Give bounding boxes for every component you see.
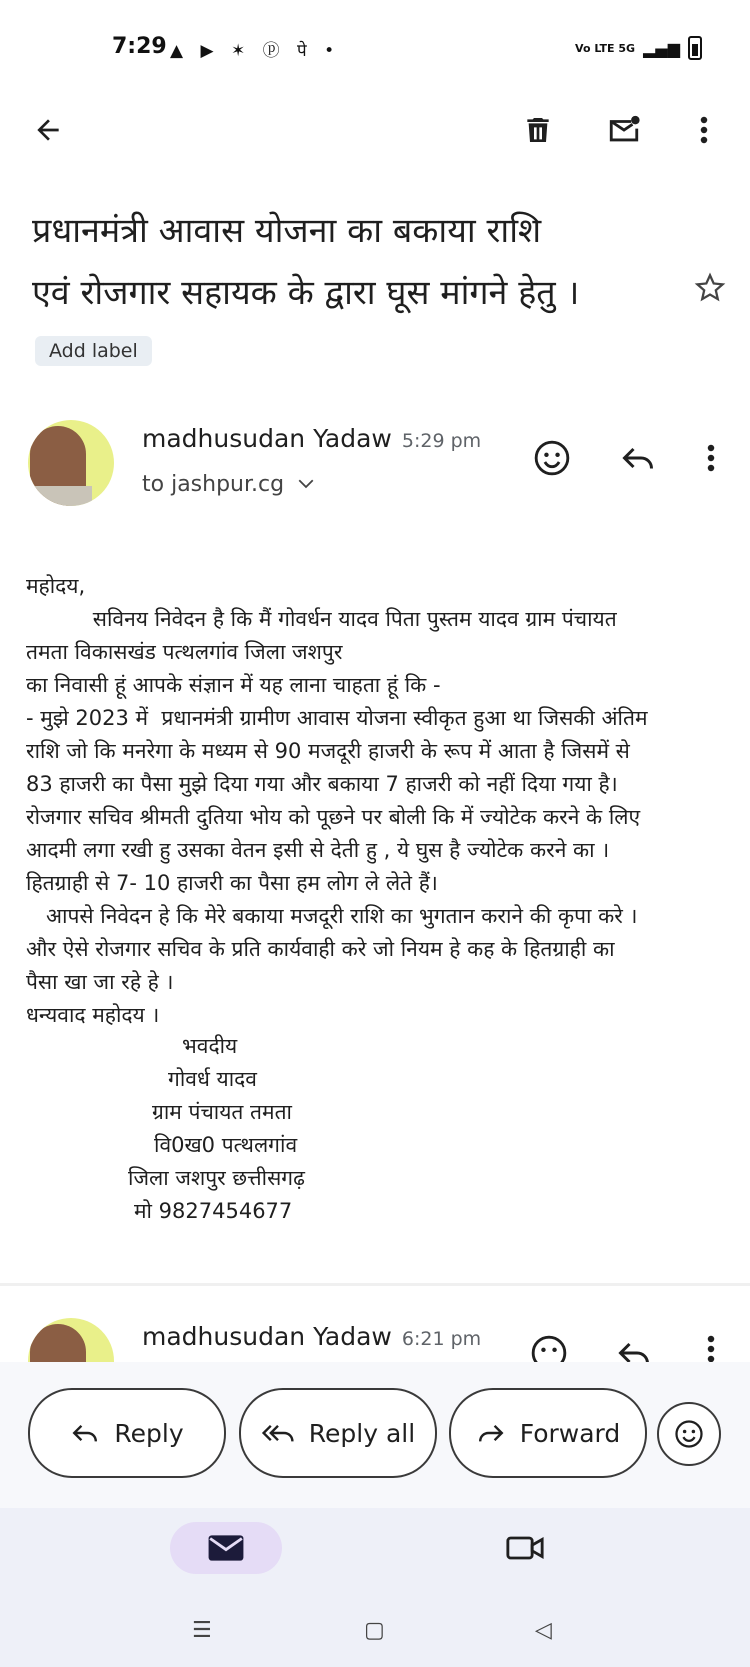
reply-icon <box>616 1338 652 1362</box>
forward-icon <box>476 1421 506 1445</box>
recipient-line[interactable] <box>142 472 315 497</box>
sender-avatar <box>28 420 114 506</box>
smile-icon <box>530 1334 568 1362</box>
signature-line: वि0ख0 पत्थलगांव <box>154 1133 298 1157</box>
email-subject <box>32 200 682 324</box>
body-line: धन्यवाद महोदय । <box>26 1003 160 1027</box>
body-line: रोजगार सचिव श्रीमती दुतिया भोय को पूछने पर बोली कि में ज्योटेक करने के लिए <box>26 805 641 829</box>
body-line: पैसा खा जा रहे हे । <box>26 970 174 994</box>
delete-button[interactable] <box>518 110 558 150</box>
sender-name-row <box>142 424 481 453</box>
mail-unread-icon <box>605 113 643 147</box>
sender-time: 5:29 pm <box>401 430 482 452</box>
subject-line-1: प्रधानमंत्री आवास योजना का बकाया राशि <box>32 211 542 251</box>
back-button[interactable] <box>28 110 68 150</box>
body-line: राशि जो कि मनरेगा के मध्यम से 90 मजदूरी हाजरी के रूप में आता है जिसमें से <box>26 739 630 763</box>
nav-meet-tab[interactable] <box>500 1528 550 1568</box>
recent-apps-button[interactable]: ☰ <box>192 1618 212 1643</box>
add-label-button[interactable]: Add label <box>35 336 152 366</box>
network-indicator: Vo LTE 5G <box>575 41 636 55</box>
status-notification-icons: ▲ ▶ ✶ ⓟ पे • <box>170 41 341 61</box>
second-message-header[interactable] <box>142 1322 481 1351</box>
star-button[interactable] <box>690 268 730 308</box>
trash-icon <box>522 114 554 146</box>
bottom-navigation <box>0 1508 750 1667</box>
video-camera-icon <box>505 1533 545 1563</box>
emoji-react-button[interactable] <box>657 1402 721 1466</box>
arrow-left-icon <box>32 114 64 146</box>
mark-unread-button[interactable] <box>602 110 646 150</box>
second-sender-avatar <box>28 1318 114 1362</box>
forward-label: Forward <box>519 1418 621 1448</box>
smile-icon <box>674 1419 704 1449</box>
body-line: आदमी लगा रखी हु उसका वेतन इसी से देती हु , ये घुस है ज्योटेक करने का । <box>26 838 610 862</box>
second-message-icons <box>530 1328 730 1362</box>
reply-all-icon <box>261 1421 295 1445</box>
signature-line: भवदीय <box>182 1034 238 1058</box>
message-more-button[interactable] <box>696 438 726 478</box>
body-line: आपसे निवेदन हे कि मेरे बकाया मजदूरी राशि का भुगतान कराने की कृपा करे । <box>26 904 638 928</box>
reply-icon <box>70 1421 100 1445</box>
body-line: हितग्राही से 7- 10 हाजरी का पैसा हम लोग ले लेते हैं। <box>26 871 438 895</box>
signature-line: गोवर्ध यादव <box>168 1067 257 1091</box>
react-emoji-button[interactable] <box>530 436 574 480</box>
more-vert-icon <box>706 1334 716 1362</box>
second-sender-time: 6:21 pm <box>401 1328 482 1350</box>
reply-all-button[interactable] <box>239 1388 437 1478</box>
battery-icon <box>688 36 702 60</box>
reply-all-label: Reply all <box>308 1418 416 1448</box>
body-line: सविनय निवेदन है कि मैं गोवर्धन यादव पिता पुस्तम यादव ग्राम पंचायत <box>26 607 617 631</box>
signature-line: ग्राम पंचायत तमता <box>152 1100 292 1124</box>
smile-icon <box>533 439 571 477</box>
signal-icon: ▂▄▆ <box>643 38 680 58</box>
sender-name: madhusudan Yadaw <box>142 424 392 453</box>
system-back-button[interactable]: ◁ <box>535 1618 552 1643</box>
status-time: 7:29 <box>112 34 167 59</box>
body-line: तमता विकासखंड पत्थलगांव जिला जशपुर <box>26 640 343 664</box>
signature-line: मो 9827454677 <box>134 1199 293 1223</box>
body-line: और ऐसे रोजगार सचिव के प्रति कार्यवाही करे जो नियम हे कह के हितग्राही का <box>26 937 615 961</box>
forward-button[interactable] <box>449 1388 647 1478</box>
status-right-area <box>575 36 702 60</box>
message-divider <box>0 1283 750 1286</box>
reply-icon-button[interactable] <box>616 438 660 478</box>
body-line: का निवासी हूं आपके संज्ञान में यह लाना चाहता हूं कि - <box>26 673 441 697</box>
more-options-button[interactable] <box>684 110 724 150</box>
email-body <box>26 570 726 1032</box>
more-vert-icon <box>699 115 709 145</box>
home-button[interactable]: ▢ <box>364 1618 385 1643</box>
body-line: महोदय, <box>26 574 86 598</box>
signature-line: जिला जशपुर छत्तीसगढ़ <box>128 1166 305 1190</box>
star-icon <box>693 271 727 305</box>
reply-label: Reply <box>114 1418 184 1448</box>
second-sender-name: madhusudan Yadaw <box>142 1322 392 1351</box>
mail-icon <box>207 1533 245 1563</box>
reply-icon <box>620 443 656 473</box>
chevron-down-icon <box>297 477 315 491</box>
subject-line-2: एवं रोजगार सहायक के द्वारा घूस मांगने हेतु । <box>32 273 580 313</box>
body-line: - मुझे 2023 में प्रधानमंत्री ग्रामीण आवास योजना स्वीकृत हुआ था जिसकी अंतिम <box>26 706 648 730</box>
recipient-text: to jashpur.cg <box>142 472 285 497</box>
body-line: 83 हाजरी का पैसा मुझे दिया गया और बकाया 7 हाजरी को नहीं दिया गया है। <box>26 772 618 796</box>
more-vert-icon <box>706 443 716 473</box>
reply-button[interactable] <box>28 1388 226 1478</box>
nav-mail-tab[interactable] <box>170 1522 282 1574</box>
